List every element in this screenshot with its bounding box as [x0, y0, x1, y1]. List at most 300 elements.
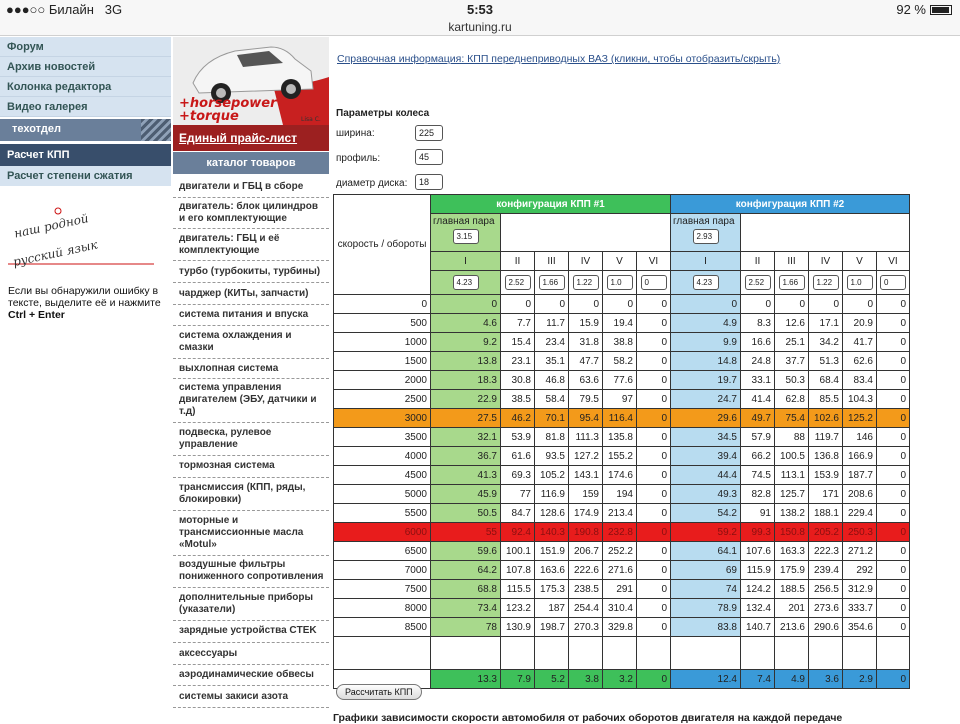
speed-value: 39.4	[671, 447, 741, 466]
speed-value: 32.1	[431, 428, 501, 447]
speed-value: 190.8	[569, 523, 603, 542]
catalog-item[interactable]: подвеска, рулевое управление	[173, 423, 329, 456]
speed-value: 51.3	[809, 352, 843, 371]
speed-value: 20.9	[843, 314, 877, 333]
speed-value: 36.7	[431, 447, 501, 466]
rpm-row	[334, 314, 910, 333]
rpm-value: 1000	[334, 333, 431, 352]
speed-value: 238.5	[569, 580, 603, 599]
speed-value: 58.4	[535, 390, 569, 409]
disk-label: диаметр диска:	[336, 178, 408, 189]
main-pair-label: главная пара	[433, 216, 495, 227]
speed-value: 0	[877, 561, 910, 580]
speed-value: 77	[501, 485, 535, 504]
rpm-row	[334, 618, 910, 637]
speed-value: 0	[877, 447, 910, 466]
error-report-keys: Ctrl + Enter	[8, 309, 65, 321]
speed-value: 53.9	[501, 428, 535, 447]
speed-value: 0	[877, 333, 910, 352]
speed-value: 0	[809, 295, 843, 314]
speed-value: 0	[843, 295, 877, 314]
speed-value: 0	[637, 523, 671, 542]
speed-value: 174.6	[603, 466, 637, 485]
spacer-cell	[431, 637, 501, 670]
speed-value: 198.7	[535, 618, 569, 637]
speed-value: 38.8	[603, 333, 637, 352]
speed-value: 74	[671, 580, 741, 599]
rpm-row	[334, 371, 910, 390]
speed-value: 127.2	[569, 447, 603, 466]
speed-value: 140.7	[741, 618, 775, 637]
nav-item-news-archive[interactable]: Архив новостей	[0, 57, 171, 77]
rpm-row	[334, 561, 910, 580]
ratio-cell	[603, 271, 637, 295]
speed-value: 8.3	[741, 314, 775, 333]
stripes-decoration	[141, 119, 171, 141]
speed-value: 0	[637, 504, 671, 523]
gear-ratio-input[interactable]: 1.0	[607, 275, 633, 290]
speed-value: 102.6	[809, 409, 843, 428]
catalog-item[interactable]: система охлаждения и смазки	[173, 326, 329, 359]
speed-value: 9.2	[431, 333, 501, 352]
speed-value: 291	[603, 580, 637, 599]
ratio-cell	[501, 271, 535, 295]
catalog-item[interactable]: двигатель: блок цилиндров и его комплектующие	[173, 198, 329, 229]
speed-value: 37.7	[775, 352, 809, 371]
rpm-row	[334, 580, 910, 599]
gear-label: I	[671, 252, 741, 271]
rpm-row	[334, 466, 910, 485]
speed-value: 82.8	[741, 485, 775, 504]
speed-value: 44.4	[671, 466, 741, 485]
price-list-link[interactable]: Единый прайс-лист	[173, 125, 329, 151]
speed-value: 95.4	[569, 409, 603, 428]
speed-value: 15.9	[569, 314, 603, 333]
gear-label: II	[501, 252, 535, 271]
speed-value: 292	[843, 561, 877, 580]
speed-value: 175.3	[535, 580, 569, 599]
spacer-cell	[775, 637, 809, 670]
speed-value: 208.6	[843, 485, 877, 504]
speed-value: 31.8	[569, 333, 603, 352]
speed-value: 0	[671, 295, 741, 314]
rpm-row	[334, 390, 910, 409]
speed-value: 55	[431, 523, 501, 542]
spacer-cell	[809, 637, 843, 670]
speed-value: 206.7	[569, 542, 603, 561]
speed-value: 57.9	[741, 428, 775, 447]
rpm-value: 3000	[334, 409, 431, 428]
speed-value: 0	[637, 352, 671, 371]
catalog-item[interactable]: дополнительные приборы (указатели)	[173, 588, 329, 621]
speed-value: 18.3	[431, 371, 501, 390]
speed-value: 310.4	[603, 599, 637, 618]
car-image	[173, 37, 329, 125]
ratio-cell	[877, 271, 910, 295]
network-type: 3G	[104, 2, 123, 17]
speed-value: 83.8	[671, 618, 741, 637]
speed-value: 171	[809, 485, 843, 504]
gear-ratio-input[interactable]: 1.22	[573, 275, 599, 290]
spacer-cell	[671, 637, 741, 670]
gear-label: IV	[569, 252, 603, 271]
speed-value: 271.2	[843, 542, 877, 561]
charts-heading: Графики зависимости скорости автомобиля от рабочих оборотов двигателя на каждой передаче	[333, 712, 843, 724]
gear-ratio-input[interactable]: 0	[641, 275, 667, 290]
speed-value: 166.9	[843, 447, 877, 466]
speed-value: 146	[843, 428, 877, 447]
speed-value: 27.5	[431, 409, 501, 428]
rpm-value: 4500	[334, 466, 431, 485]
speed-value: 256.5	[809, 580, 843, 599]
speed-value: 34.2	[809, 333, 843, 352]
catalog-item[interactable]: системы закиси азота	[173, 686, 329, 708]
gear-step-value: 13.3	[431, 670, 501, 689]
speed-value: 113.1	[775, 466, 809, 485]
speed-value: 73.4	[431, 599, 501, 618]
catalog-item[interactable]: трансмиссия (КПП, ряды, блокировки)	[173, 478, 329, 511]
speed-value: 25.1	[775, 333, 809, 352]
rpm-row	[334, 523, 910, 542]
main-pair-label: главная пара	[673, 216, 735, 227]
speed-value: 0	[877, 371, 910, 390]
gear-ratio-input[interactable]: 1.66	[539, 275, 565, 290]
speed-value: 24.8	[741, 352, 775, 371]
nav-item-compression-calc[interactable]: Расчет степени сжатия	[0, 166, 171, 186]
speed-value: 107.8	[501, 561, 535, 580]
spacer-cell	[569, 637, 603, 670]
speed-value: 213.6	[775, 618, 809, 637]
ratio-cell	[843, 271, 877, 295]
main-pair1-input[interactable]: 3.15	[453, 229, 479, 244]
speed-value: 229.4	[843, 504, 877, 523]
car-banner[interactable]	[173, 37, 329, 125]
speed-value: 0	[877, 599, 910, 618]
speed-value: 0	[877, 409, 910, 428]
catalog-item[interactable]: двигатели и ГБЦ в сборе	[173, 177, 329, 198]
gear-step-value: 3.6	[809, 670, 843, 689]
gear-step-value: 0	[637, 670, 671, 689]
gear-label: VI	[877, 252, 910, 271]
speed-value: 63.6	[569, 371, 603, 390]
speed-value: 0	[877, 580, 910, 599]
nav-item-gearbox-calc[interactable]: Расчет КПП	[0, 144, 171, 166]
rpm-value: 2000	[334, 371, 431, 390]
catalog-item[interactable]: двигатель: ГБЦ и её комплектующие	[173, 229, 329, 261]
gear-step-value: 4.9	[775, 670, 809, 689]
speed-value: 138.2	[775, 504, 809, 523]
speed-value: 19.4	[603, 314, 637, 333]
speed-value: 163.6	[535, 561, 569, 580]
main-pair1-cell	[431, 214, 501, 252]
speed-value: 136.8	[809, 447, 843, 466]
speed-value: 17.1	[809, 314, 843, 333]
speed-rpm-header: скорость / обороты	[334, 195, 431, 295]
speed-value: 47.7	[569, 352, 603, 371]
speed-value: 78.9	[671, 599, 741, 618]
config1-header: конфигурация КПП #1	[431, 195, 671, 214]
speed-value: 14.8	[671, 352, 741, 371]
rpm-row	[334, 352, 910, 371]
speed-value: 62.8	[775, 390, 809, 409]
speed-value: 143.1	[569, 466, 603, 485]
ratio-cell	[775, 271, 809, 295]
speed-value: 29.6	[671, 409, 741, 428]
ratio-cell	[671, 271, 741, 295]
gear-label: III	[535, 252, 569, 271]
speed-value: 187.7	[843, 466, 877, 485]
speed-value: 24.7	[671, 390, 741, 409]
speed-value: 62.6	[843, 352, 877, 371]
speed-value: 0	[535, 295, 569, 314]
rpm-row	[334, 428, 910, 447]
speed-value: 64.1	[671, 542, 741, 561]
speed-value: 128.6	[535, 504, 569, 523]
catalog-list	[173, 177, 329, 708]
speed-value: 33.1	[741, 371, 775, 390]
spacer-cell	[334, 637, 431, 670]
gear-step-value: 3.2	[603, 670, 637, 689]
speed-value: 0	[637, 314, 671, 333]
speed-value: 0	[877, 466, 910, 485]
speed-value: 115.9	[741, 561, 775, 580]
speed-value: 111.3	[569, 428, 603, 447]
profile-input[interactable]: 45	[415, 149, 443, 165]
speed-value: 13.8	[431, 352, 501, 371]
speed-value: 69.3	[501, 466, 535, 485]
speed-value: 0	[637, 466, 671, 485]
catalog-item[interactable]: система управления двигателем (ЭБУ, датчики и т.д)	[173, 379, 329, 423]
speed-value: 74.5	[741, 466, 775, 485]
speed-value: 239.4	[809, 561, 843, 580]
rpm-row	[334, 599, 910, 618]
speed-value: 0	[637, 618, 671, 637]
gear-label: I	[431, 252, 501, 271]
gear-step-value: 0	[877, 670, 910, 689]
width-label: ширина:	[336, 128, 375, 139]
speed-value: 46.2	[501, 409, 535, 428]
speed-value: 0	[877, 352, 910, 371]
speed-value: 107.6	[741, 542, 775, 561]
speed-value: 254.4	[569, 599, 603, 618]
width-input[interactable]: 225	[415, 125, 443, 141]
speed-value: 79.5	[569, 390, 603, 409]
ratio-cell	[569, 271, 603, 295]
speed-value: 175.9	[775, 561, 809, 580]
speed-value: 0	[637, 485, 671, 504]
rpm-row	[334, 447, 910, 466]
nav-item-video-gallery[interactable]: Видео галерея	[0, 97, 171, 117]
ratio-cell	[637, 271, 671, 295]
speed-value: 222.6	[569, 561, 603, 580]
main-pair2-input[interactable]: 2.93	[693, 229, 719, 244]
spacer-cell	[741, 637, 775, 670]
speed-value: 0	[877, 523, 910, 542]
gear-ratio-input[interactable]: 4.23	[453, 275, 479, 290]
catalog-item[interactable]: аэродинамические обвесы	[173, 665, 329, 686]
catalog-header[interactable]: каталог товаров	[173, 152, 329, 174]
gear-label: V	[603, 252, 637, 271]
speed-value: 49.3	[671, 485, 741, 504]
nav-section-tech[interactable]: техотдел	[0, 119, 171, 141]
profile-label: профиль:	[336, 153, 381, 164]
nav-item-editor-column[interactable]: Колонка редактора	[0, 77, 171, 97]
speed-value: 68.8	[431, 580, 501, 599]
speed-value: 0	[877, 390, 910, 409]
handwritten-logo[interactable]	[6, 207, 156, 287]
blank-cell	[501, 214, 671, 252]
speed-value: 50.3	[775, 371, 809, 390]
rpm-value: 6000	[334, 523, 431, 542]
rpm-row	[334, 333, 910, 352]
speed-value: 68.4	[809, 371, 843, 390]
speed-value: 0	[637, 390, 671, 409]
speed-value: 23.4	[535, 333, 569, 352]
speed-value: 41.3	[431, 466, 501, 485]
rpm-row	[334, 485, 910, 504]
nav-item-forum[interactable]: Форум	[0, 37, 171, 57]
speed-value: 34.5	[671, 428, 741, 447]
speed-value: 19.7	[671, 371, 741, 390]
speed-value: 119.7	[809, 428, 843, 447]
gear-ratio-input[interactable]: 4.23	[693, 275, 719, 290]
catalog-item[interactable]: воздушные фильтры пониженного сопротивления	[173, 556, 329, 588]
gear-ratio-input[interactable]: 0	[880, 275, 906, 290]
gear-step-value: 7.4	[741, 670, 775, 689]
speed-value: 115.5	[501, 580, 535, 599]
speed-value: 132.4	[741, 599, 775, 618]
speed-value: 69	[671, 561, 741, 580]
calculate-button[interactable]: Рассчитать КПП	[336, 684, 422, 700]
speed-value: 49.7	[741, 409, 775, 428]
speed-value: 58.2	[603, 352, 637, 371]
speed-value: 16.6	[741, 333, 775, 352]
speed-value: 84.7	[501, 504, 535, 523]
speed-value: 130.9	[501, 618, 535, 637]
gear-ratio-input[interactable]: 1.0	[847, 275, 873, 290]
rpm-row	[334, 409, 910, 428]
main-content	[333, 37, 960, 724]
speed-value: 0	[501, 295, 535, 314]
speed-value: 83.4	[843, 371, 877, 390]
rpm-value: 500	[334, 314, 431, 333]
speed-value: 163.3	[775, 542, 809, 561]
gear-ratio-input[interactable]: 1.66	[779, 275, 805, 290]
battery-indicator: 92 %	[896, 2, 952, 17]
catalog-item[interactable]: система питания и впуска	[173, 305, 329, 326]
gear-step-value: 12.4	[671, 670, 741, 689]
blank-cell	[741, 214, 910, 252]
gear-ratio-input[interactable]: 2.52	[505, 275, 531, 290]
rpm-value: 4000	[334, 447, 431, 466]
svg-text:+torque: +torque	[179, 109, 239, 124]
speed-value: 0	[741, 295, 775, 314]
spacer-cell	[843, 637, 877, 670]
speed-value: 201	[775, 599, 809, 618]
speed-value: 0	[877, 504, 910, 523]
disk-input[interactable]: 18	[415, 174, 443, 190]
rpm-value: 6500	[334, 542, 431, 561]
speed-value: 45.9	[431, 485, 501, 504]
carrier: ●●●○○ Билайн 3G	[6, 2, 123, 17]
speed-value: 250.3	[843, 523, 877, 542]
spacer-cell	[535, 637, 569, 670]
speed-value: 64.2	[431, 561, 501, 580]
speed-value: 116.9	[535, 485, 569, 504]
catalog-item[interactable]: зарядные устройства CTEK	[173, 621, 329, 643]
catalog-column	[173, 37, 329, 720]
wheel-params-title: Параметры колеса	[336, 108, 430, 119]
gear-step-value: 7.9	[501, 670, 535, 689]
speed-value: 205.2	[809, 523, 843, 542]
speed-value: 312.9	[843, 580, 877, 599]
speed-value: 75.4	[775, 409, 809, 428]
speed-value: 0	[637, 447, 671, 466]
catalog-item[interactable]: выхлопная система	[173, 359, 329, 379]
speed-value: 61.6	[501, 447, 535, 466]
reference-info-link[interactable]: Справочная информация: КПП переднеприводных ВАЗ (кликни, чтобы отобразить/скрыть)	[337, 53, 781, 65]
speed-value: 0	[637, 371, 671, 390]
catalog-item[interactable]: аксессуары	[173, 643, 329, 665]
rpm-value: 7500	[334, 580, 431, 599]
speed-value: 12.6	[775, 314, 809, 333]
svg-text:+horsepower: +horsepower	[179, 96, 277, 111]
speed-value: 105.2	[535, 466, 569, 485]
speed-value: 0	[637, 295, 671, 314]
url-bar[interactable]: kartuning.ru	[0, 20, 960, 36]
catalog-item[interactable]: турбо (турбокиты, турбины)	[173, 261, 329, 283]
gear-label: III	[775, 252, 809, 271]
speed-value: 59.2	[671, 523, 741, 542]
speed-value: 0	[637, 333, 671, 352]
gear-ratio-input[interactable]: 2.52	[745, 275, 771, 290]
speed-value: 0	[637, 580, 671, 599]
rpm-value: 0	[334, 295, 431, 314]
speed-value: 125.2	[843, 409, 877, 428]
speed-value: 9.9	[671, 333, 741, 352]
speed-value: 222.3	[809, 542, 843, 561]
ratio-cell	[431, 271, 501, 295]
speed-value: 151.9	[535, 542, 569, 561]
speed-value: 188.1	[809, 504, 843, 523]
svg-text:наш родной: наш родной	[12, 211, 90, 241]
speed-value: 123.2	[501, 599, 535, 618]
gear-label: V	[843, 252, 877, 271]
speed-value: 99.3	[741, 523, 775, 542]
speed-value: 188.5	[775, 580, 809, 599]
spacer-cell	[877, 637, 910, 670]
speed-value: 0	[877, 428, 910, 447]
speed-value: 0	[637, 409, 671, 428]
catalog-item[interactable]: чарджер (КИТы, запчасти)	[173, 283, 329, 305]
rpm-value: 5000	[334, 485, 431, 504]
speed-value: 0	[569, 295, 603, 314]
speed-value: 155.2	[603, 447, 637, 466]
speed-value: 93.5	[535, 447, 569, 466]
speed-value: 0	[637, 542, 671, 561]
speed-value: 0	[877, 542, 910, 561]
speed-value: 7.7	[501, 314, 535, 333]
speed-value: 0	[775, 295, 809, 314]
speed-value: 135.8	[603, 428, 637, 447]
speed-value: 290.6	[809, 618, 843, 637]
catalog-item[interactable]: моторные и трансмиссионные масла «Motul»	[173, 511, 329, 556]
svg-text:русский язык: русский язык	[11, 237, 99, 270]
gear-label: VI	[637, 252, 671, 271]
gear-ratio-input[interactable]: 1.22	[813, 275, 839, 290]
catalog-item[interactable]: тормозная система	[173, 456, 329, 478]
speed-value: 85.5	[809, 390, 843, 409]
